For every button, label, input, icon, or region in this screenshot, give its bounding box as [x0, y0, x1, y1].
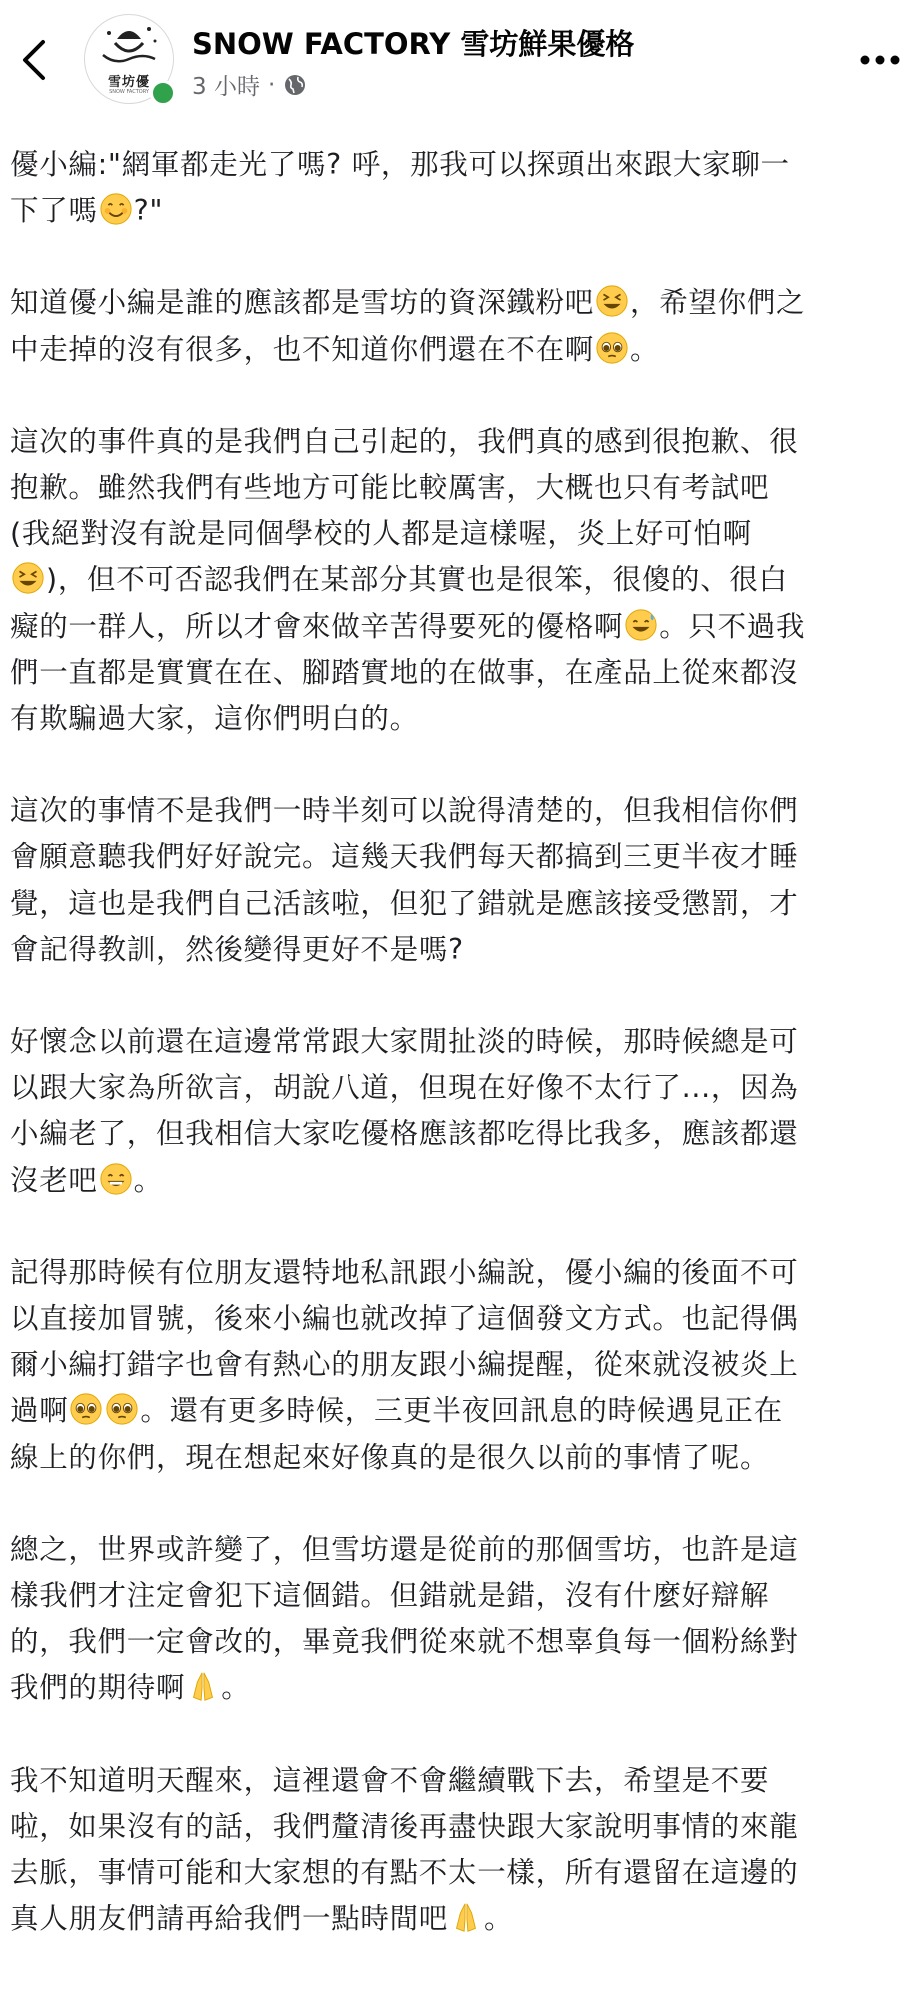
post-paragraph [10, 1758, 905, 1943]
post-line [10, 419, 905, 465]
post-line-text: 覺，這也是我們自己活該啦，但犯了錯就是應該接受懲罰，才 [10, 886, 799, 920]
post-paragraph [10, 280, 905, 372]
post-line [10, 188, 905, 234]
post-line-text: 啦，如果沒有的話，我們釐清後再盡快跟大家說明事情的來龍 [10, 1809, 799, 1843]
post-line [10, 788, 905, 834]
post-line-text: 小編老了，但我相信大家吃優格應該都吃得比我多，應該都還 [10, 1117, 799, 1151]
post-line [10, 142, 905, 188]
post-line [10, 1527, 905, 1573]
post-line [10, 465, 905, 511]
smile-emoji-icon [99, 192, 133, 226]
post-line [10, 1065, 905, 1111]
post-line-text-after: 。 [133, 1163, 163, 1197]
more-options-button[interactable] [858, 42, 902, 78]
post-line-text: 知道優小編是誰的應該都是雪坊的資深鐵粉吧 [10, 286, 595, 320]
post-line [10, 1896, 905, 1942]
post-line-text: 真人朋友們請再給我們一點時間吧 [10, 1902, 449, 1936]
page-name[interactable]: SNOW FACTORY 雪坊鮮果優格 [192, 27, 635, 61]
post-line [10, 927, 905, 973]
post-line-text: (我絕對沒有說是同個學校的人都是這樣喔，炎上好可怕啊 [10, 517, 752, 551]
post-line-text: 記得那時候有位朋友還特地私訊跟小編說，優小編的後面不可 [10, 1255, 799, 1289]
post-line-text: 中走掉的沒有很多，也不知道你們還在不在啊 [10, 332, 595, 366]
grin-emoji-icon [99, 1162, 133, 1196]
post-line [10, 1573, 905, 1619]
chevron-left-icon [19, 38, 49, 82]
post-line [10, 1296, 905, 1342]
post-line [10, 650, 905, 696]
post-line [10, 1758, 905, 1804]
more-dots-icon [860, 55, 900, 65]
post-paragraph [10, 1250, 905, 1481]
post-line-text-after: ，希望你們之 [630, 286, 806, 320]
online-status-dot [150, 80, 176, 106]
avatar-logo-text: 雪坊優 [107, 75, 150, 90]
post-line-text: 會願意聽我們好好說完。這幾天我們每天都搞到三更半夜才睡 [10, 840, 799, 874]
post-line-text: 下了嗎 [10, 194, 98, 228]
post-line [10, 327, 905, 373]
post-line-text: 們一直都是實實在在、腳踏實地的在做事，在產品上從來都沒 [10, 655, 799, 689]
post-line-text-after: 。 [484, 1902, 514, 1936]
post-line [10, 511, 905, 557]
post-line-text-after: 。只不過我 [659, 609, 806, 643]
post-line [10, 1111, 905, 1157]
post-line-text: 這次的事件真的是我們自己引起的，我們真的感到很抱歉、很 [10, 424, 799, 458]
pray-emoji-icon [186, 1669, 220, 1703]
post-line [10, 1158, 905, 1204]
post-line-text: 以跟大家為所欲言，胡說八道，但現在好像不太行了...，因為 [10, 1071, 799, 1105]
post-header [0, 0, 912, 130]
post-line-text-after: )，但不可否認我們在某部分其實也是很笨，很傻的、很白 [46, 563, 788, 597]
post-line-text: 好懷念以前還在這邊常常跟大家閒扯淡的時候，那時候總是可 [10, 1025, 799, 1059]
post-meta [192, 68, 307, 101]
post-line [10, 696, 905, 742]
logo-icon [85, 15, 173, 75]
page-avatar[interactable] [84, 14, 176, 106]
post-line-text: 優小編:"網軍都走光了嗎? 呼，那我可以探頭出來跟大家聊一 [10, 148, 790, 181]
pray-emoji-icon [449, 1900, 483, 1934]
post-line [10, 1665, 905, 1711]
back-button[interactable] [14, 30, 54, 90]
pleading-emoji-icon [105, 1392, 139, 1426]
post-line-text: 線上的你們，現在想起來好像真的是很久以前的事情了呢。 [10, 1440, 770, 1474]
post-paragraph [10, 419, 905, 742]
post-line-text: 爾小編打錯字也會有熱心的朋友跟小編提醒，從來就沒被炎上 [10, 1348, 799, 1382]
post-line [10, 1388, 905, 1434]
post-line-text: 沒老吧 [10, 1163, 98, 1197]
post-line-text-after: 。 [221, 1671, 251, 1705]
post-line [10, 1804, 905, 1850]
post-line-text: 去脈，事情可能和大家想的有點不太一樣，所有還留在這邊的 [10, 1856, 799, 1890]
laugh-emoji-icon [11, 561, 45, 595]
post-line-text: 總之，世界或許變了，但雪坊還是從前的那個雪坊，也許是這 [10, 1532, 799, 1566]
post-line-text: 過啊 [10, 1394, 69, 1428]
post-line [10, 1019, 905, 1065]
post-line-text-after: ?" [133, 194, 164, 228]
post-line [10, 557, 905, 603]
post-body [10, 142, 905, 1989]
post-paragraph [10, 142, 905, 234]
post-line-text: 有欺騙過大家，這你們明白的。 [10, 702, 419, 736]
post-line-text-after: 。還有更多時候，三更半夜回訊息的時候遇見正在 [140, 1394, 783, 1428]
post-line-text: 的，我們一定會改的，畢竟我們從來就不想辜負每一個粉絲對 [10, 1625, 799, 1659]
avatar-logo-subtext: SNOW FACTORY [109, 89, 149, 95]
post-line-text: 抱歉。雖然我們有些地方可能比較厲害，大概也只有考試吧 [10, 471, 770, 505]
post-paragraph [10, 788, 905, 973]
post-paragraph [10, 1527, 905, 1712]
post-line [10, 280, 905, 326]
post-line-text: 我不知道明天醒來，這裡還會不會繼續戰下去，希望是不要 [10, 1763, 770, 1797]
post-line [10, 834, 905, 880]
laugh-emoji-icon [595, 284, 629, 318]
post-line [10, 1619, 905, 1665]
globe-icon[interactable] [283, 73, 307, 97]
post-line [10, 1850, 905, 1896]
pleading-emoji-icon [69, 1392, 103, 1426]
post-time[interactable]: 3 小時 [192, 74, 260, 100]
post-line-text: 我們的期待啊 [10, 1671, 186, 1705]
post-line-text: 會記得教訓，然後變得更好不是嗎? [10, 932, 464, 966]
sweat-emoji-icon [624, 608, 658, 642]
post-line [10, 1342, 905, 1388]
post-line-text: 癡的一群人，所以才會來做辛苦得要死的優格啊 [10, 609, 624, 643]
post-line [10, 881, 905, 927]
post-line [10, 1250, 905, 1296]
post-line-text-after: 。 [630, 332, 660, 366]
meta-separator: · [267, 71, 276, 98]
post-line-text: 這次的事情不是我們一時半刻可以說得清楚的，但我相信你們 [10, 794, 799, 828]
post-line [10, 604, 905, 650]
pleading-emoji-icon [595, 331, 629, 365]
post-paragraph [10, 1019, 905, 1204]
post-line-text: 樣我們才注定會犯下這個錯。但錯就是錯，沒有什麼好辯解 [10, 1579, 770, 1613]
post-line-text: 以直接加冒號，後來小編也就改掉了這個發文方式。也記得偶 [10, 1302, 799, 1336]
post-line [10, 1435, 905, 1481]
